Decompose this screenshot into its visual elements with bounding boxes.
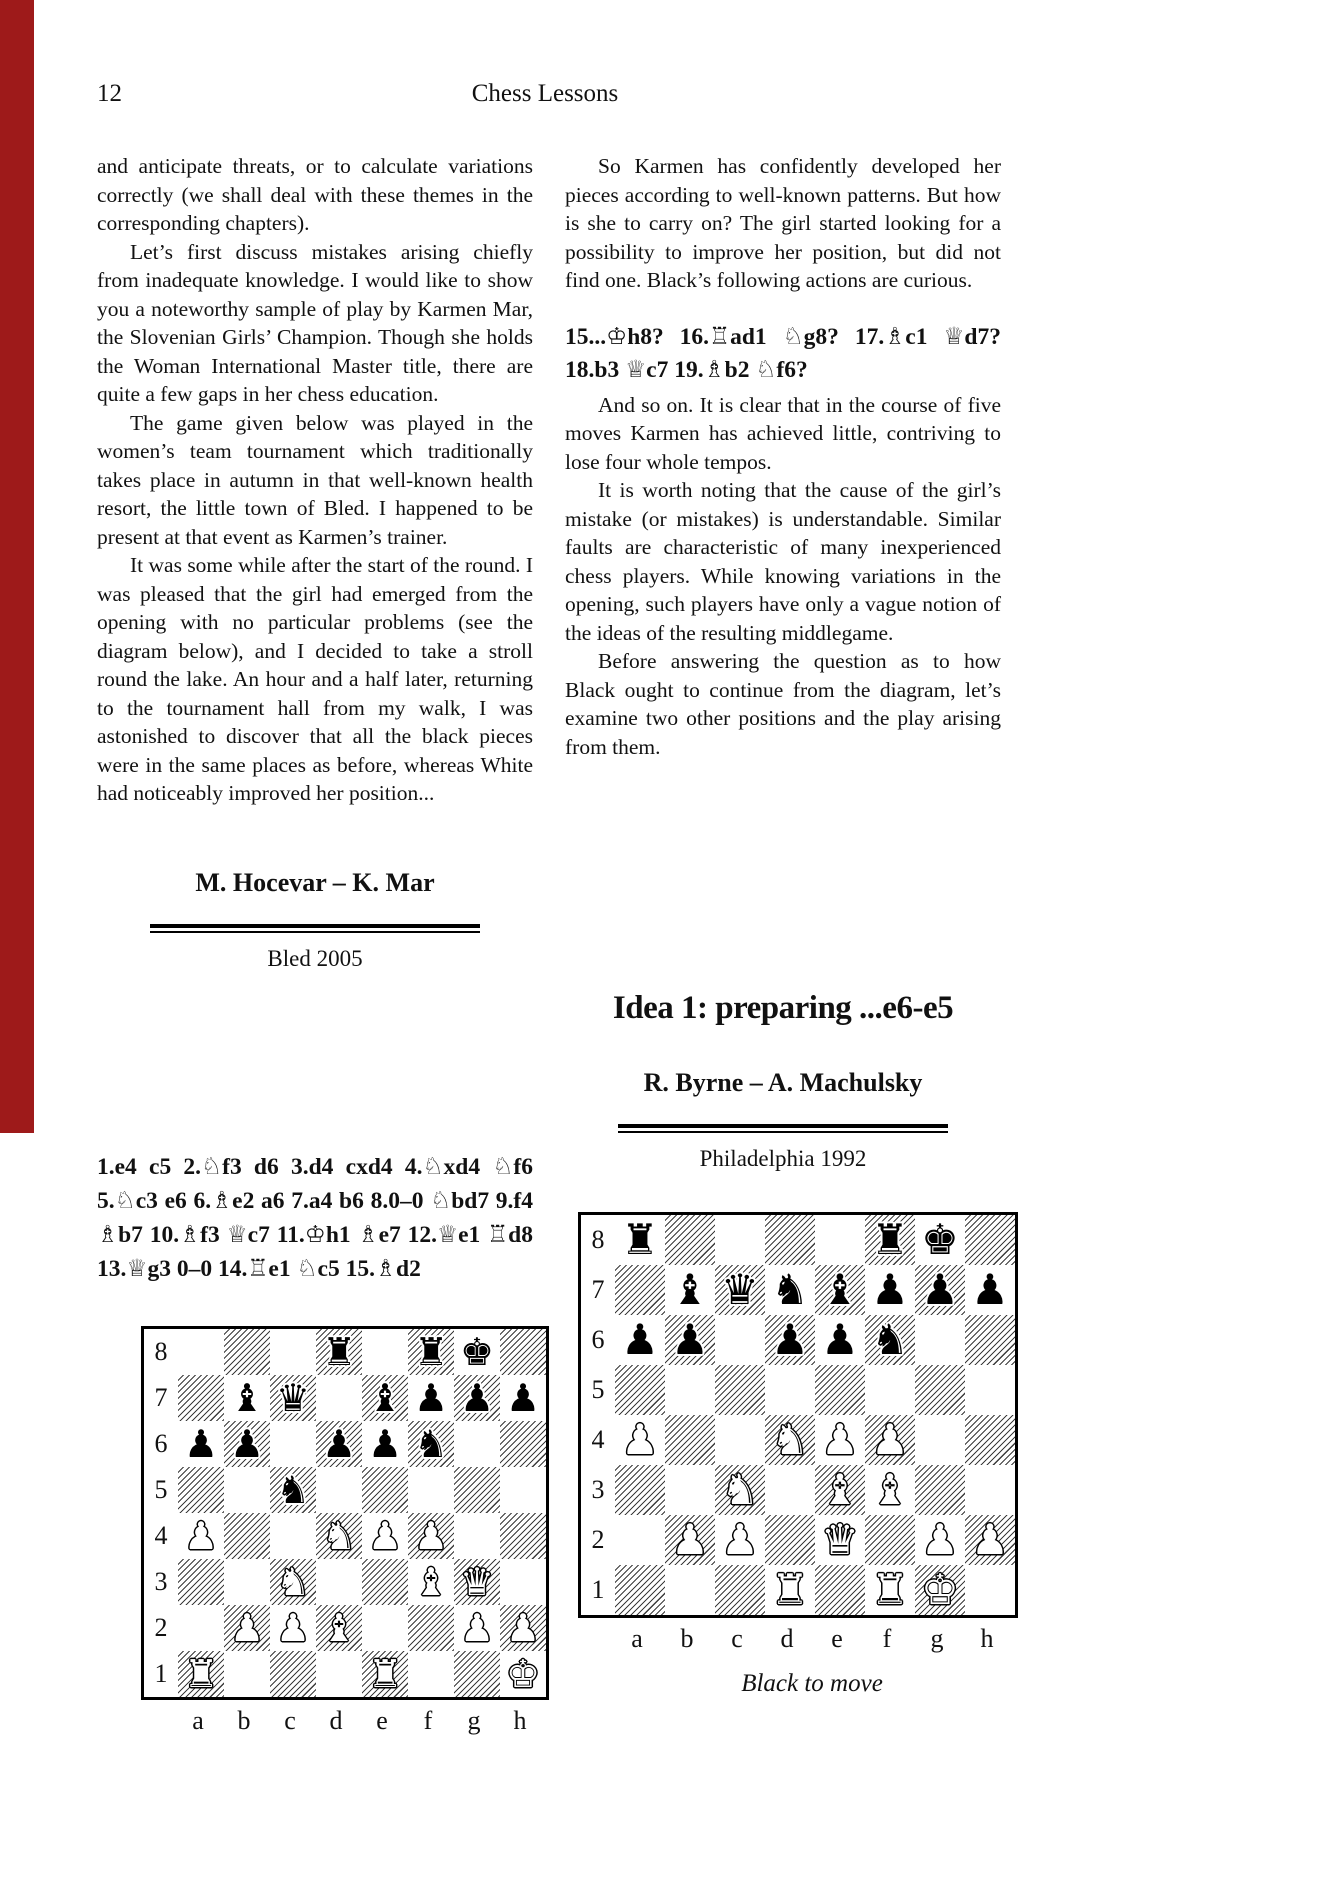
square-a5	[615, 1365, 665, 1415]
square-d3	[765, 1465, 815, 1515]
square-f6	[408, 1421, 454, 1467]
square-b2	[665, 1515, 715, 1565]
square-d6	[765, 1315, 815, 1365]
square-f2	[865, 1515, 915, 1565]
square-g4	[454, 1513, 500, 1559]
square-a8	[178, 1329, 224, 1375]
white-bishop-piece: ♝	[871, 1465, 909, 1514]
black-pawn-piece: ♟	[671, 1315, 709, 1364]
square-g2	[454, 1605, 500, 1651]
square-f4	[865, 1415, 915, 1465]
square-e7	[815, 1265, 865, 1315]
square-h4	[965, 1415, 1015, 1465]
file-label: d	[780, 1624, 794, 1653]
black-pawn-piece: ♟	[971, 1265, 1009, 1314]
square-g7	[915, 1265, 965, 1315]
white-bishop-piece: ♝	[821, 1465, 859, 1514]
square-f3	[865, 1465, 915, 1515]
square-h6	[500, 1421, 546, 1467]
game-venue: Philadelphia 1992	[699, 1146, 867, 1171]
square-c5	[715, 1365, 765, 1415]
white-knight-piece: ♞	[321, 1514, 357, 1558]
square-a4	[615, 1415, 665, 1465]
chess-board	[578, 1212, 1018, 1618]
square-d8	[316, 1329, 362, 1375]
square-g1	[454, 1651, 500, 1697]
right-column	[565, 140, 1009, 1880]
square-h8	[965, 1215, 1015, 1265]
rank-label: 2	[591, 1525, 605, 1554]
square-c2	[715, 1515, 765, 1565]
square-b8	[224, 1329, 270, 1375]
game-players-heading: R. Byrne – A. Machulsky	[643, 1068, 923, 1097]
left-column	[97, 140, 541, 1880]
file-label: e	[831, 1624, 843, 1653]
square-c6	[715, 1315, 765, 1365]
square-c7	[270, 1375, 316, 1421]
paragraph: and anticipate threats, or to calculate variations correctly (we shall deal with these themes in the corresponding chapters).	[97, 154, 533, 235]
black-pawn-piece: ♟	[367, 1422, 403, 1466]
square-c6	[270, 1421, 316, 1467]
black-pawn-piece: ♟	[229, 1422, 265, 1466]
rank-label: 1	[154, 1659, 168, 1688]
file-label: b	[680, 1624, 694, 1653]
black-pawn-piece: ♟	[183, 1422, 219, 1466]
black-knight-piece: ♞	[275, 1468, 311, 1512]
double-rule	[150, 924, 480, 933]
white-knight-piece: ♞	[771, 1415, 809, 1464]
square-c2	[270, 1605, 316, 1651]
black-rook-piece: ♜	[871, 1215, 909, 1264]
rank-label: 5	[591, 1375, 605, 1404]
square-c8	[270, 1329, 316, 1375]
square-d5	[765, 1365, 815, 1415]
square-e3	[815, 1465, 865, 1515]
square-c5	[270, 1467, 316, 1513]
white-king-piece: ♚	[921, 1565, 959, 1614]
white-king-piece: ♚	[505, 1652, 541, 1696]
square-h3	[965, 1465, 1015, 1515]
black-pawn-piece: ♟	[771, 1315, 809, 1364]
black-bishop-piece: ♝	[671, 1265, 709, 1314]
square-f7	[865, 1265, 915, 1315]
file-label: h	[980, 1624, 994, 1653]
black-queen-piece: ♛	[721, 1265, 759, 1314]
square-b1	[224, 1651, 270, 1697]
square-e6	[362, 1421, 408, 1467]
black-pawn-piece: ♟	[459, 1376, 495, 1420]
rank-label: 8	[154, 1337, 168, 1366]
file-label: a	[631, 1624, 643, 1653]
black-pawn-piece: ♟	[871, 1265, 909, 1314]
black-rook-piece: ♜	[321, 1330, 357, 1374]
square-b5	[224, 1467, 270, 1513]
square-c7	[715, 1265, 765, 1315]
game-moves: 15...♔h8? 16.♖ad1 ♘g8? 17.♗c1 ♕d7? 18.b3 ♕c7 19.♗b2 ♘f6?	[565, 323, 1001, 383]
square-g4	[915, 1415, 965, 1465]
white-bishop-piece: ♝	[413, 1560, 449, 1604]
white-queen-piece: ♛	[821, 1515, 859, 1564]
square-g8	[915, 1215, 965, 1265]
square-h4	[500, 1513, 546, 1559]
square-c3	[715, 1465, 765, 1515]
black-knight-piece: ♞	[771, 1265, 809, 1314]
chess-board	[141, 1326, 549, 1700]
black-bishop-piece: ♝	[229, 1376, 265, 1420]
white-pawn-piece: ♟	[721, 1515, 759, 1564]
rank-label: 1	[591, 1575, 605, 1604]
square-e2	[362, 1605, 408, 1651]
square-b8	[665, 1215, 715, 1265]
black-rook-piece: ♜	[621, 1215, 659, 1264]
board-caption: Black to move	[741, 1670, 883, 1697]
rank-label: 4	[154, 1521, 168, 1550]
double-rule	[618, 1124, 948, 1133]
white-queen-piece: ♛	[459, 1560, 495, 1604]
game-moves: 1.e4 c5 2.♘f3 d6 3.d4 cxd4 4.♘xd4 ♘f6 5.♘c3 e6 6.♗e2 a6 7.a4 b6 8.0–0 ♘bd7 9.f4 ♗b7 10.♗f3 ♕c7 11.♔h1 ♗e7 12.♕e1 ♖d8 13.♕g3 0–0 14.♖e1 ♘c5 15.♗d2	[97, 1154, 533, 1282]
white-knight-piece: ♞	[275, 1560, 311, 1604]
book-title: Chess Lessons	[471, 80, 619, 107]
square-e8	[362, 1329, 408, 1375]
black-pawn-piece: ♟	[821, 1315, 859, 1364]
file-label: e	[376, 1706, 388, 1735]
square-g3	[915, 1465, 965, 1515]
white-pawn-piece: ♟	[367, 1514, 403, 1558]
black-pawn-piece: ♟	[413, 1376, 449, 1420]
square-g6	[915, 1315, 965, 1365]
file-label: f	[882, 1624, 892, 1653]
file-label: h	[513, 1706, 527, 1735]
red-edge-bar	[0, 0, 34, 1133]
square-f5	[408, 1467, 454, 1513]
file-label: a	[192, 1706, 204, 1735]
diagram-hocevar-mar	[141, 1326, 549, 1736]
white-pawn-piece: ♟	[621, 1415, 659, 1464]
square-h7	[965, 1265, 1015, 1315]
rank-label: 7	[591, 1275, 605, 1304]
black-knight-piece: ♞	[413, 1422, 449, 1466]
rank-label: 3	[591, 1475, 605, 1504]
white-pawn-piece: ♟	[183, 1514, 219, 1558]
square-f8	[408, 1329, 454, 1375]
black-knight-piece: ♞	[871, 1315, 909, 1364]
white-bishop-piece: ♝	[321, 1606, 357, 1650]
square-b3	[665, 1465, 715, 1515]
square-b4	[224, 1513, 270, 1559]
square-d7	[316, 1375, 362, 1421]
square-a3	[615, 1465, 665, 1515]
square-f1	[408, 1651, 454, 1697]
square-f7	[408, 1375, 454, 1421]
black-bishop-piece: ♝	[821, 1265, 859, 1314]
paragraph: So Karmen has confidently developed her pieces according to well-known patterns. But how is she to carry on? The girl started looking for a possibility to improve her position, but did not find one. Black’s following actions are curious.	[565, 154, 1001, 292]
square-a8	[615, 1215, 665, 1265]
square-g5	[454, 1467, 500, 1513]
black-pawn-piece: ♟	[321, 1422, 357, 1466]
white-pawn-piece: ♟	[921, 1515, 959, 1564]
left-text-block	[97, 152, 533, 808]
white-pawn-piece: ♟	[229, 1606, 265, 1650]
square-a5	[178, 1467, 224, 1513]
paragraph: And so on. It is clear that in the course of five moves Karmen has achieved little, contriving to lose four whole tempos.	[565, 392, 1001, 474]
square-d3	[316, 1559, 362, 1605]
square-b6	[224, 1421, 270, 1467]
square-h1	[965, 1565, 1015, 1615]
square-c1	[715, 1565, 765, 1615]
game-players-heading: M. Hocevar – K. Mar	[195, 868, 435, 897]
white-pawn-piece: ♟	[505, 1606, 541, 1650]
square-g8	[454, 1329, 500, 1375]
square-e4	[362, 1513, 408, 1559]
black-pawn-piece: ♟	[505, 1376, 541, 1420]
file-label: c	[731, 1624, 743, 1653]
square-c4	[715, 1415, 765, 1465]
square-f2	[408, 1605, 454, 1651]
square-h5	[965, 1365, 1015, 1415]
square-d4	[316, 1513, 362, 1559]
square-b5	[665, 1365, 715, 1415]
square-b2	[224, 1605, 270, 1651]
white-pawn-piece: ♟	[971, 1515, 1009, 1564]
paragraph: It was some while after the start of the round. I was pleased that the girl had emerged from the opening with no particular problems (see the diagram below), and I decided to take a stroll round the lake. An hour and a half later, returning to the tournament hall from my walk, I was astonished to discover that all the black pieces were in the same places as before, whereas White had noticeably improved her position...	[97, 553, 533, 805]
file-label: g	[930, 1624, 944, 1653]
rank-label: 8	[591, 1225, 605, 1254]
square-f8	[865, 1215, 915, 1265]
square-a6	[178, 1421, 224, 1467]
square-f5	[865, 1365, 915, 1415]
square-a1	[615, 1565, 665, 1615]
rank-label: 6	[154, 1429, 168, 1458]
square-g1	[915, 1565, 965, 1615]
file-label: b	[237, 1706, 251, 1735]
white-pawn-piece: ♟	[459, 1606, 495, 1650]
square-a4	[178, 1513, 224, 1559]
square-d6	[316, 1421, 362, 1467]
square-d8	[765, 1215, 815, 1265]
black-king-piece: ♚	[459, 1330, 495, 1374]
square-a6	[615, 1315, 665, 1365]
square-d2	[316, 1605, 362, 1651]
square-b4	[665, 1415, 715, 1465]
white-knight-piece: ♞	[721, 1465, 759, 1514]
black-pawn-piece: ♟	[921, 1265, 959, 1314]
square-g2	[915, 1515, 965, 1565]
page-number: 12	[97, 80, 122, 107]
file-label: g	[467, 1706, 481, 1735]
square-a3	[178, 1559, 224, 1605]
white-pawn-piece: ♟	[871, 1415, 909, 1464]
square-h1	[500, 1651, 546, 1697]
file-label: f	[423, 1706, 433, 1735]
white-pawn-piece: ♟	[275, 1606, 311, 1650]
square-d2	[765, 1515, 815, 1565]
rank-label: 2	[154, 1613, 168, 1642]
square-b6	[665, 1315, 715, 1365]
square-d7	[765, 1265, 815, 1315]
file-row-spacer	[141, 1706, 175, 1736]
paragraph: The game given below was played in the women’s team tournament which traditionally takes place in autumn in that well-known health resort, the little town of Bled. I happened to be present at that event as Karmen’s trainer.	[97, 410, 533, 549]
square-h8	[500, 1329, 546, 1375]
square-g5	[915, 1365, 965, 1415]
square-e4	[815, 1415, 865, 1465]
game-venue: Bled 2005	[267, 946, 363, 971]
square-f1	[865, 1565, 915, 1615]
square-a1	[178, 1651, 224, 1697]
square-e8	[815, 1215, 865, 1265]
square-h2	[500, 1605, 546, 1651]
file-label: c	[284, 1706, 296, 1735]
rank-label: 3	[154, 1567, 168, 1596]
diagram-byrne-machulsky	[578, 1212, 1018, 1698]
square-h2	[965, 1515, 1015, 1565]
square-f6	[865, 1315, 915, 1365]
black-queen-piece: ♛	[275, 1376, 311, 1420]
square-e5	[815, 1365, 865, 1415]
rank-label: 6	[591, 1325, 605, 1354]
square-b3	[224, 1559, 270, 1605]
square-c3	[270, 1559, 316, 1605]
square-a7	[178, 1375, 224, 1421]
square-c4	[270, 1513, 316, 1559]
square-h5	[500, 1467, 546, 1513]
square-h7	[500, 1375, 546, 1421]
square-e3	[362, 1559, 408, 1605]
black-rook-piece: ♜	[413, 1330, 449, 1374]
square-g6	[454, 1421, 500, 1467]
square-c1	[270, 1651, 316, 1697]
white-pawn-piece: ♟	[413, 1514, 449, 1558]
paragraph: Let’s first discuss mistakes arising chiefly from inadequate knowledge. I would like to show you a noteworthy sample of play by Karmen Mar, the Slovenian Girls’ Champion. Though she holds the Woman International Master title, there are quite a few gaps in her chess education.	[97, 239, 533, 406]
square-b7	[224, 1375, 270, 1421]
white-rook-piece: ♜	[367, 1652, 403, 1696]
square-e2	[815, 1515, 865, 1565]
square-f4	[408, 1513, 454, 1559]
file-label: d	[329, 1706, 343, 1735]
right-text-block	[565, 152, 1001, 761]
square-e5	[362, 1467, 408, 1513]
square-d4	[765, 1415, 815, 1465]
square-h6	[965, 1315, 1015, 1365]
white-rook-piece: ♜	[771, 1565, 809, 1614]
paragraph: It is worth noting that the cause of the girl’s mistake (or mistakes) is understandable. Similar faults are characteristic of many inexperienced chess players. While knowing variations in the opening, such players have only a vague notion of the ideas of the resulting middlegame.	[565, 478, 1001, 645]
square-c8	[715, 1215, 765, 1265]
rank-label: 4	[591, 1425, 605, 1454]
black-pawn-piece: ♟	[621, 1315, 659, 1364]
square-d1	[316, 1651, 362, 1697]
square-a2	[615, 1515, 665, 1565]
square-e6	[815, 1315, 865, 1365]
square-e1	[815, 1565, 865, 1615]
white-pawn-piece: ♟	[671, 1515, 709, 1564]
rank-label: 7	[154, 1383, 168, 1412]
black-bishop-piece: ♝	[367, 1376, 403, 1420]
square-g3	[454, 1559, 500, 1605]
square-f3	[408, 1559, 454, 1605]
square-g7	[454, 1375, 500, 1421]
white-rook-piece: ♜	[183, 1652, 219, 1696]
square-a7	[615, 1265, 665, 1315]
square-b7	[665, 1265, 715, 1315]
paragraph: Before answering the question as to how Black ought to continue from the diagram, let’s examine two other positions and the play arising from them.	[565, 649, 1001, 759]
square-e7	[362, 1375, 408, 1421]
square-b1	[665, 1565, 715, 1615]
idea-section-heading: Idea 1: preparing ...e6-e5	[612, 990, 954, 1026]
square-h3	[500, 1559, 546, 1605]
white-pawn-piece: ♟	[821, 1415, 859, 1464]
black-king-piece: ♚	[921, 1215, 959, 1264]
white-rook-piece: ♜	[871, 1565, 909, 1614]
square-a2	[178, 1605, 224, 1651]
square-e1	[362, 1651, 408, 1697]
file-row-spacer	[578, 1624, 612, 1654]
rank-label: 5	[154, 1475, 168, 1504]
square-d1	[765, 1565, 815, 1615]
square-d5	[316, 1467, 362, 1513]
